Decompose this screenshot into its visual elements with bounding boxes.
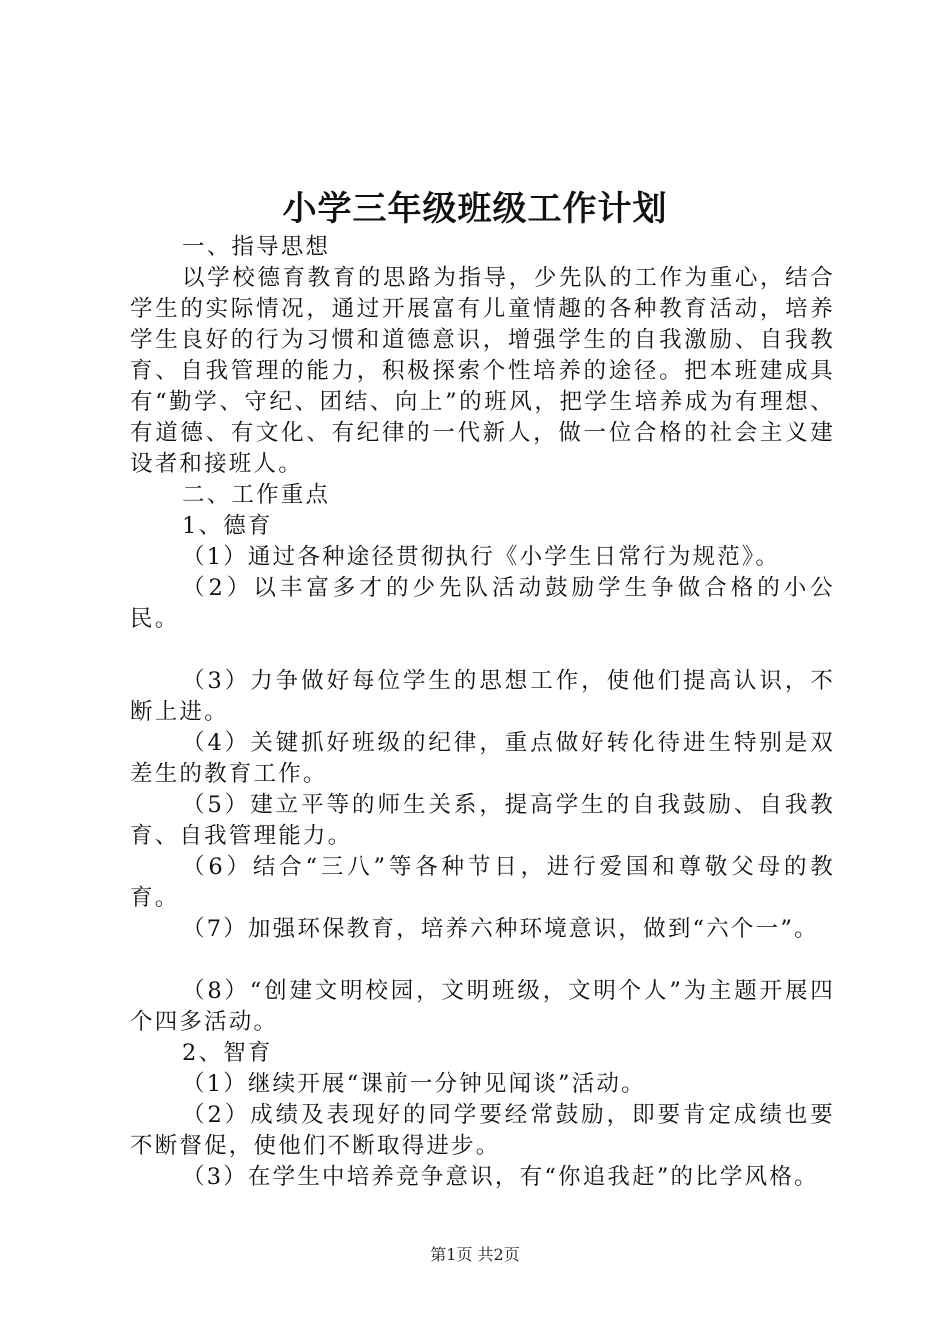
page-footer: 第1页 共2页	[430, 1245, 520, 1264]
list-item-intellectual-2: （2）成绩及表现好的同学要经常鼓励，即要肯定成绩也要不断督促，使他们不断取得进步。	[130, 1102, 835, 1159]
list-item-moral-2: （2）以丰富多才的少先队活动鼓励学生争做合格的小公民。	[130, 575, 835, 632]
paragraph-guiding-thought: 以学校德育教育的思路为指导，少先队的工作为重心，结合学生的实际情况，通过开展富有儿童情趣的各种教育活动，培养学生良好的行为习惯和道德意识，增强学生的自我激励、自我教育、自我管理的能力，积极探索个性培养的途径。把本班建成具有“勤学、守纪、团结、向上”的班风，把学生培养成为有理想、有道德、有文化、有纪律的一代新人，做一位合格的社会主义建设者和接班人。	[130, 265, 835, 477]
document-body	[130, 232, 835, 1193]
list-item-moral-5: （5）建立平等的师生关系，提高学生的自我鼓励、自我教育、自我管理能力。	[130, 792, 835, 849]
list-item-moral-7: （7）加强环保教育，培养六种环境意识，做到“六个一”。	[182, 916, 819, 942]
list-item-moral-6: （6）结合“三八”等各种节日，进行爱国和尊敬父母的教育。	[130, 854, 835, 911]
list-item-intellectual-3: （3）在学生中培养竞争意识，有“你追我赶”的比学风格。	[182, 1164, 819, 1190]
list-item-intellectual-1: （1）继续开展“课前一分钟见闻谈”活动。	[182, 1071, 646, 1097]
subsection-heading-moral-education: 1、德育	[182, 513, 273, 539]
document-title: 小学三年级班级工作计划	[282, 189, 668, 229]
list-item-moral-8: （8）“创建文明校园，文明班级，文明个人”为主题开展四个四多活动。	[130, 978, 835, 1035]
list-item-moral-3: （3）力争做好每位学生的思想工作，使他们提高认识，不断上进。	[130, 668, 835, 725]
subsection-heading-intellectual-education: 2、智育	[182, 1040, 273, 1066]
blank-line	[130, 945, 835, 976]
list-item-moral-1: （1）通过各种途径贯彻执行《小学生日常行为规范》。	[182, 544, 781, 570]
section-heading-work-focus: 二、工作重点	[182, 482, 331, 508]
list-item-moral-4: （4）关键抓好班级的纪律，重点做好转化待进生特别是双差生的教育工作。	[130, 730, 835, 787]
blank-line	[130, 635, 835, 666]
section-heading-guiding-thought: 一、指导思想	[182, 234, 331, 260]
